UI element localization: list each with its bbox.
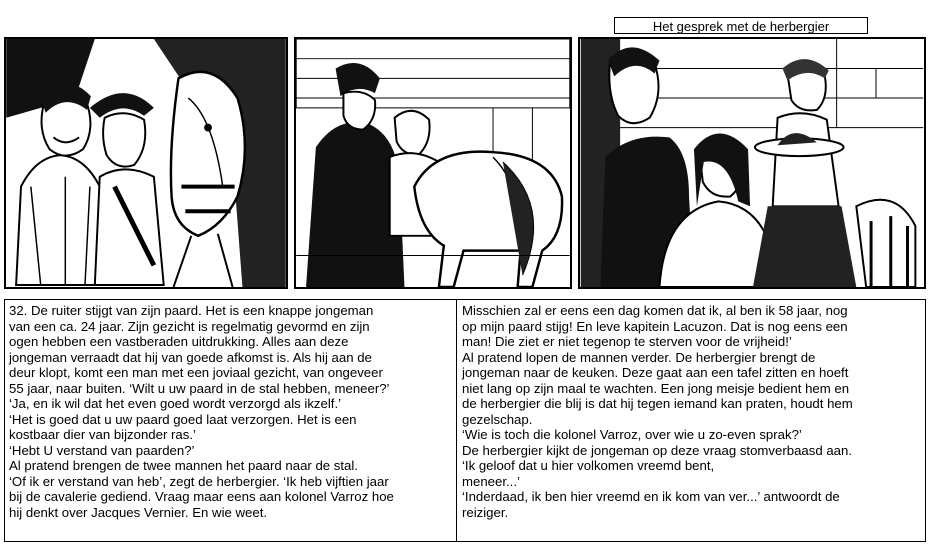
comic-panel-1 xyxy=(4,37,288,289)
text-line: bij de cavalerie gediend. Vraag maar eens aan kolonel Varroz hoe xyxy=(9,489,394,504)
text-line: ‘Inderdaad, ik ben hier vreemd en ik kom van ver...’ antwoordt de xyxy=(462,489,840,504)
text-line: de herbergier die blij is dat hij tegen iemand kan praten, houdt hem xyxy=(462,396,853,411)
panel-3-illustration xyxy=(580,39,924,287)
text-line: ‘Het is goed dat u uw paard goed laat verzorgen. Het is een xyxy=(9,411,357,427)
text-line: van een ca. 24 jaar. Zijn gezicht is regelmatig gevormd en zijn xyxy=(9,318,370,334)
text-line: De herbergier kijkt de jongeman op deze vraag stomverbaasd aan. xyxy=(462,442,852,458)
text-line: ‘Ik geloof dat u hier volkomen vreemd bent, xyxy=(462,458,715,473)
text-line: ‘Of ik er verstand van heb’, zegt de herbergier. ‘Ik heb vijftien jaar xyxy=(9,473,389,489)
text-line: man! Die ziet er niet tegenop te sterven voor de vrijheid!’ xyxy=(462,334,792,349)
text-line: Al pratend lopen de mannen verder. De herbergier brengt de xyxy=(462,349,816,365)
text-line: kostbaar dier van bijzonder ras.’ xyxy=(9,427,196,442)
text-line: hij denkt over Jacques Vernier. En wie weet. xyxy=(9,504,268,520)
panel-2-illustration xyxy=(296,39,570,287)
text-line: Misschien zal er eens een dag komen dat ik, al ben ik 58 jaar, nog xyxy=(462,303,848,318)
text-line: meneer...’ xyxy=(462,473,520,489)
comic-panel-3 xyxy=(578,37,926,289)
text-line: deur klopt, komt een man met een joviaal gezicht, van ongeveer xyxy=(9,365,383,380)
text-line: niet lang op zijn maal te wachten. Een jong meisje bedient hem en xyxy=(462,380,850,396)
chapter-title: Het gesprek met de herbergier xyxy=(614,17,868,34)
text-line: 32. De ruiter stijgt van zijn paard. Het is een knappe jongeman xyxy=(9,303,374,318)
text-line: op mijn paard stijg! En leve kapitein Lacuzon. Dat is nog eens een xyxy=(462,318,848,334)
text-line: Al pratend brengen de twee mannen het paard naar de stal. xyxy=(9,458,358,473)
text-line: ogen hebben een vastberaden uitdrukking. Alles aan deze xyxy=(9,334,349,349)
story-text-right xyxy=(462,303,920,520)
text-line: jongeman verraadt dat hij van goede afkomst is. Als hij aan de xyxy=(9,349,372,365)
text-line: reiziger. xyxy=(462,504,509,520)
text-line: jongeman naar de keuken. Deze gaat aan een tafel zitten en hoeft xyxy=(462,365,849,380)
story-text-left xyxy=(9,303,453,520)
text-line: 55 jaar, naar buiten. ‘Wilt u uw paard in de stal hebben, meneer?’ xyxy=(9,380,390,396)
text-line: gezelschap. xyxy=(462,411,533,427)
comic-panel-2 xyxy=(294,37,572,289)
panel-1-illustration xyxy=(6,39,286,287)
text-line: ‘Hebt U verstand van paarden?’ xyxy=(9,442,195,458)
text-line: ‘Ja, en ik wil dat het even goed wordt verzorgd als ikzelf.’ xyxy=(9,396,342,411)
column-divider xyxy=(456,300,457,541)
story-textbox xyxy=(4,299,926,542)
text-line: ‘Wie is toch die kolonel Varroz, over wie u zo-even sprak?’ xyxy=(462,427,802,442)
